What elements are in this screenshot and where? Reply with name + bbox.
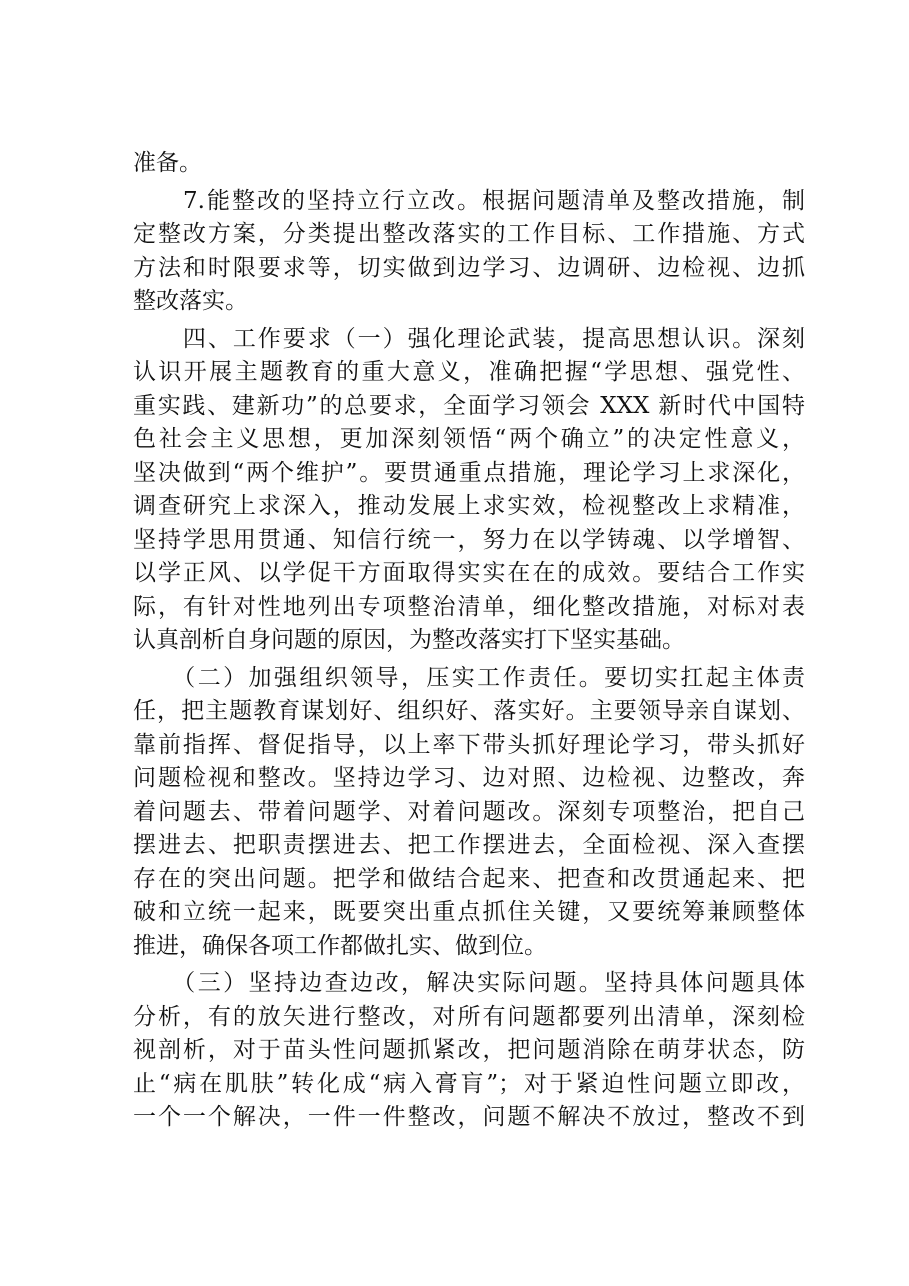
text-line: 坚持学思用贯通、知信行统一，努力在以学铸魂、以学增智、: [133, 526, 805, 553]
text-line: 止“病在肌肤”转化成“病入膏肓”；对于紧迫性问题立即改，: [133, 1070, 805, 1097]
text-line: 视剖析，对于苗头性问题抓紧改，把问题消除在萌芽状态，防: [133, 1037, 805, 1063]
text-line: 一个一个解决，一件一件整改，问题不解决不放过，整改不到: [133, 1104, 805, 1130]
text-line: 色社会主义思想，更加深刻领悟“两个确立”的决定性意义，: [133, 426, 805, 452]
text-line: （三）坚持边查边改，解决实际问题。坚持具体问题具体: [133, 970, 805, 996]
text-line: 坚决做到“两个维护”。要贯通重点措施，理论学习上求深化，: [133, 459, 805, 486]
paragraph-prev-end: [133, 147, 805, 181]
text-line: 认真剖析自身问题的原因，为整改落实打下坚实基础。: [133, 627, 685, 653]
text-line: 7.能整改的坚持立行立改。根据问题清单及整改措施，制: [133, 187, 805, 214]
text-line: 任，把主题教育谋划好、组织好、落实好。主要领导亲自谋划、: [133, 698, 805, 724]
paragraph-section-4-3: [133, 967, 805, 1135]
paragraph-section-4-1: [133, 323, 805, 658]
text-line: 分析，有的放矢进行整改，对所有问题都要列出清单，深刻检: [133, 1003, 805, 1030]
text-line: 摆进去、把职责摆进去、把工作摆进去，全面检视、深入查摆: [133, 832, 805, 858]
text-line: （二）加强组织领导，压实工作责任。要切实扛起主体责: [133, 664, 805, 691]
text-line: 存在的突出问题。把学和做结合起来、把查和改贯通起来、把: [133, 865, 805, 892]
text-line: 破和立统一起来，既要突出重点抓住关键，又要统筹兼顾整体: [133, 899, 805, 925]
text-line: 着问题去、带着问题学、对着问题改。深刻专项整治，把自己: [133, 798, 805, 825]
document-body: [133, 147, 805, 1135]
paragraph-item-7: [133, 185, 805, 319]
text-line: 认识开展主题教育的重大意义，准确把握“学思想、强党性、: [133, 359, 805, 385]
text-line: 定整改方案，分类提出整改落实的工作目标、工作措施、方式: [133, 221, 805, 247]
text-line: 方法和时限要求等，切实做到边学习、边调研、边检视、边抓: [133, 254, 805, 281]
text-line: 重实践、建新功”的总要求，全面学习领会 XXX 新时代中国特: [133, 392, 805, 419]
text-line: 以学正风、以学促干方面取得实实在在的成效。要结合工作实: [133, 560, 805, 586]
text-line: 际，有针对性地列出专项整治清单，细化整改措施，对标对表: [133, 593, 805, 620]
text-line: 推进，确保各项工作都做扎实、做到位。: [133, 932, 547, 959]
text-line: 调查研究上求深入，推动发展上求实效，检视整改上求精准，: [133, 493, 805, 519]
text-line: 靠前指挥、督促指导，以上率下带头抓好理论学习，带头抓好: [133, 731, 805, 758]
paragraph-section-4-2: [133, 662, 805, 964]
text-line: 问题检视和整改。坚持边学习、边对照、边检视、边整改，奔: [133, 765, 805, 791]
text-line: 四、工作要求（一）强化理论武装，提高思想认识。深刻: [133, 325, 805, 352]
text-line: 整改落实。: [133, 288, 248, 314]
text-line: 准备。: [133, 150, 202, 176]
